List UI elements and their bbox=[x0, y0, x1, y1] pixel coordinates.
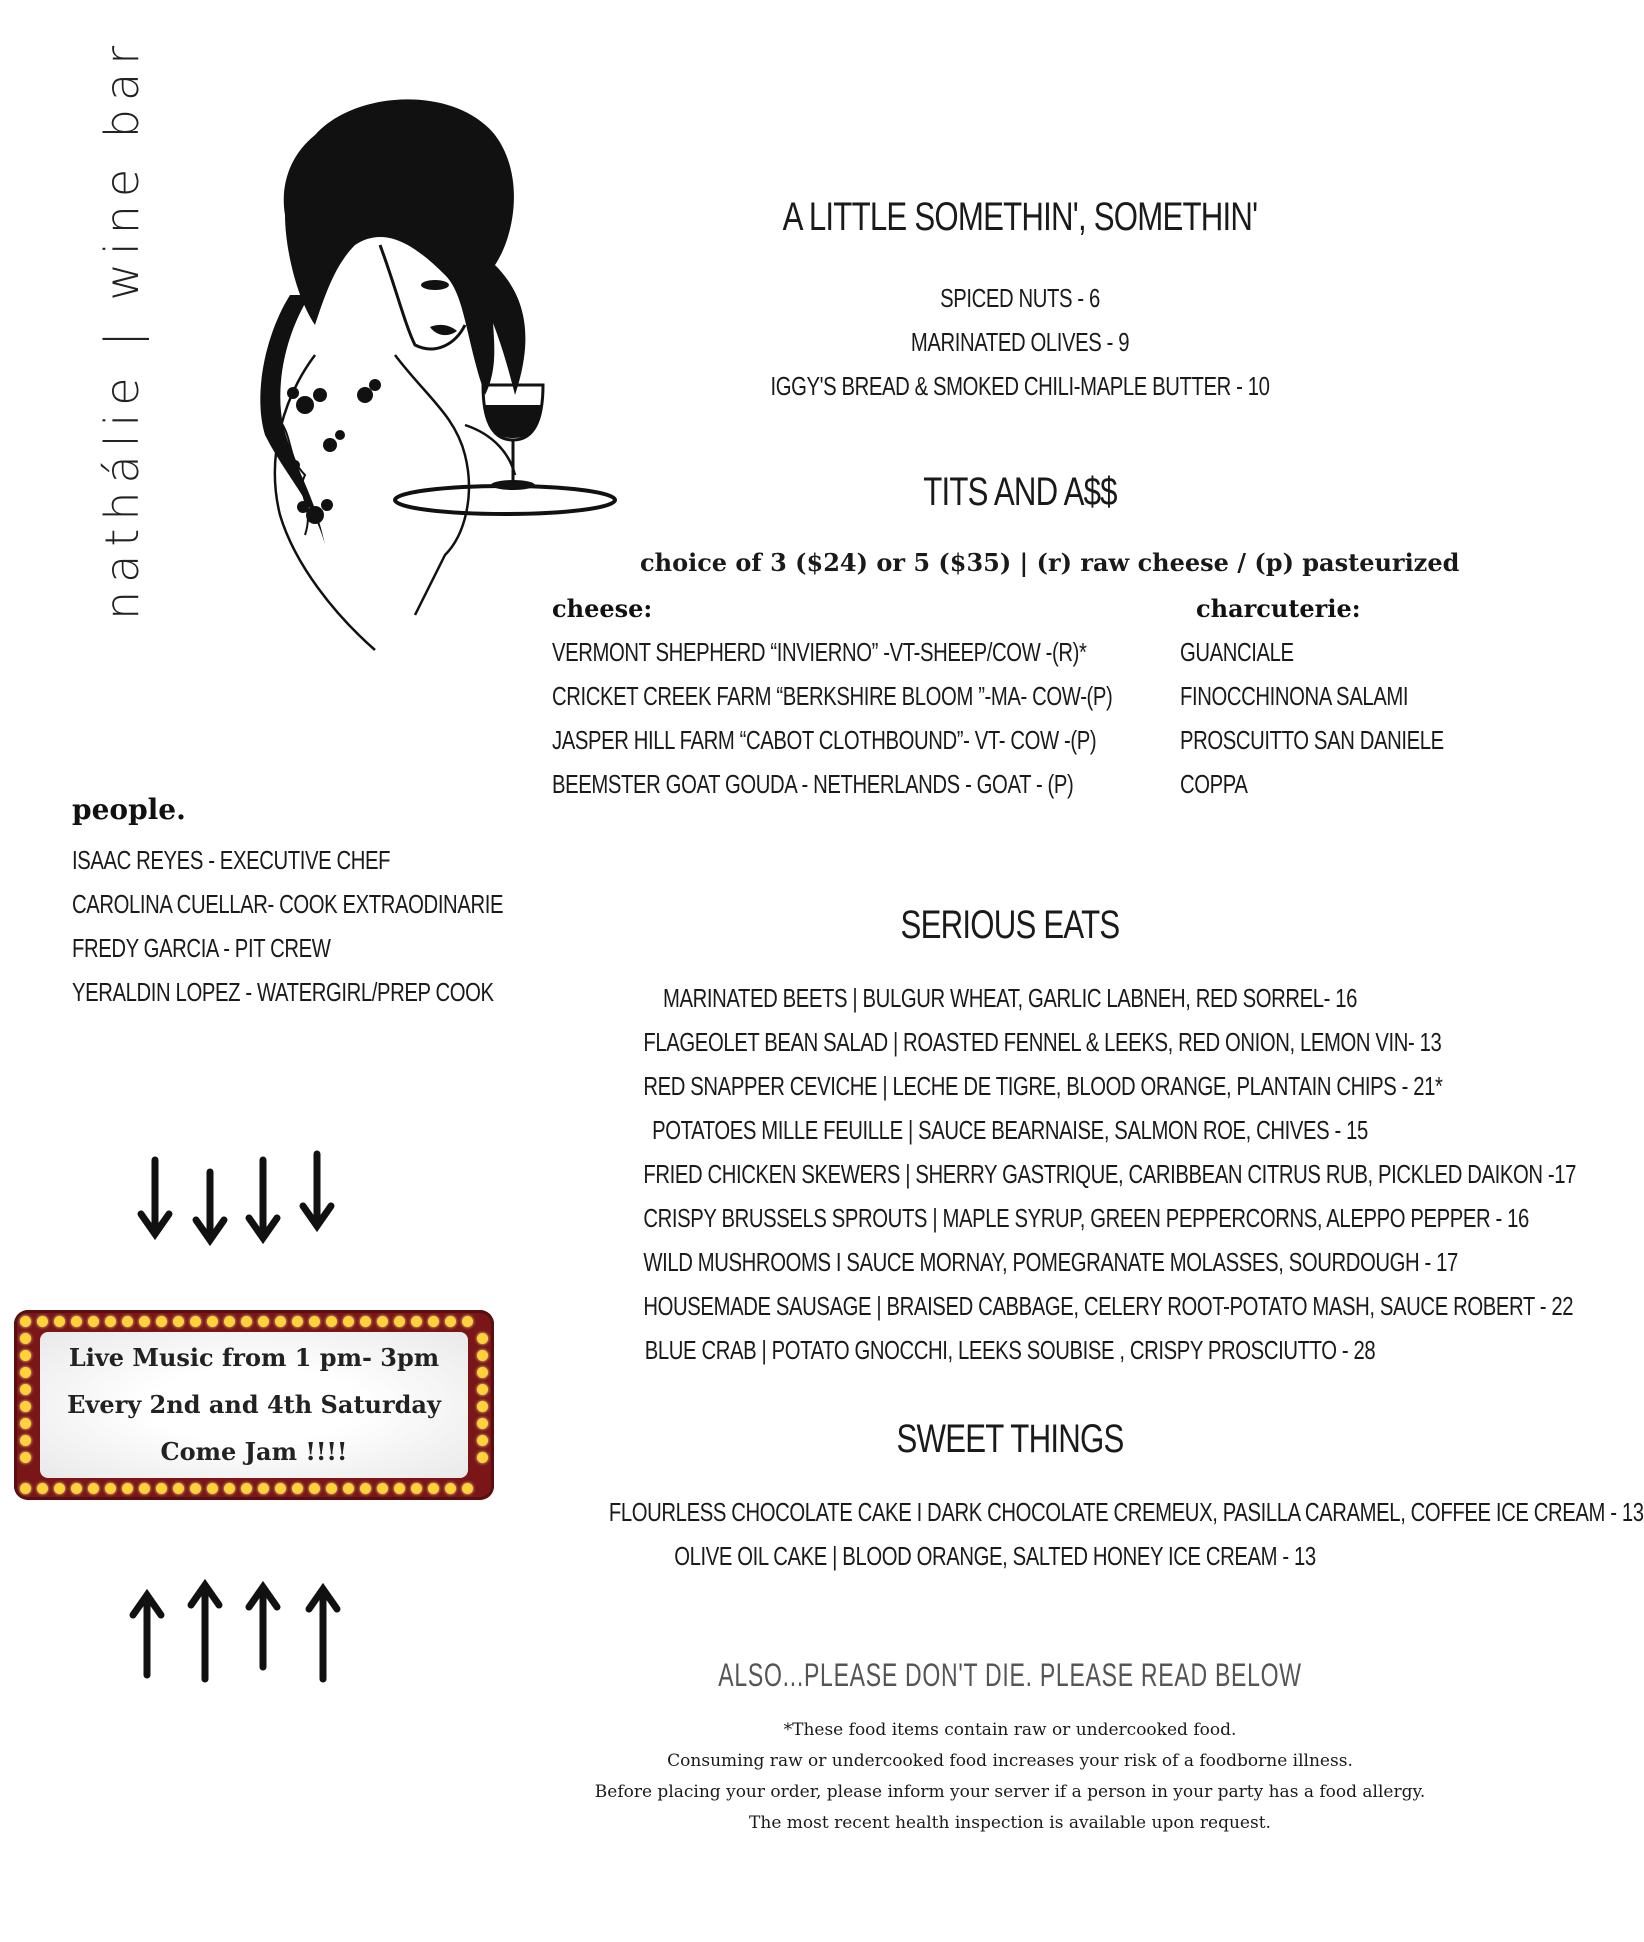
marquee-bulb bbox=[343, 1483, 354, 1494]
marquee-bulb bbox=[394, 1316, 405, 1327]
marquee-bulb bbox=[224, 1483, 235, 1494]
marquee-bulb bbox=[258, 1483, 269, 1494]
marquee-bulb bbox=[20, 1483, 31, 1494]
marquee-bulb bbox=[411, 1483, 422, 1494]
marquee-bulb bbox=[207, 1316, 218, 1327]
marquee-bulb bbox=[173, 1316, 184, 1327]
marquee-bulb bbox=[428, 1316, 439, 1327]
notice-line: Before placing your order, please inform your server if a person in your party has a food allergy. bbox=[594, 1782, 1426, 1802]
marquee-bulb bbox=[343, 1316, 354, 1327]
marquee-bulb bbox=[173, 1483, 184, 1494]
brand-name: nathálie | wine bar bbox=[95, 37, 149, 620]
list-item: CAROLINA CUELLAR- COOK EXTRAODINARIE bbox=[72, 889, 504, 919]
marquee-bulb bbox=[377, 1316, 388, 1327]
list-item: MARINATED OLIVES - 9 bbox=[910, 327, 1130, 357]
marquee-bulb bbox=[360, 1483, 371, 1494]
list-item: FLOURLESS CHOCOLATE CAKE I DARK CHOCOLATE CREMEUX, PASILLA CARAMEL, COFFEE ICE CREAM - 13 bbox=[608, 1497, 1644, 1527]
marquee-bulb bbox=[292, 1316, 303, 1327]
event-line: Live Music from 1 pm- 3pm bbox=[68, 1343, 440, 1372]
marquee-bulb bbox=[275, 1316, 286, 1327]
list-item: COPPA bbox=[1180, 769, 1248, 799]
arrow-down-icons bbox=[135, 1150, 345, 1250]
marquee-bulb bbox=[477, 1333, 488, 1344]
marquee-bulb bbox=[477, 1350, 488, 1361]
notice-heading: ALSO...PLEASE DON'T DIE. PLEASE READ BELOW bbox=[718, 1657, 1302, 1693]
section-title-desserts: SWEET THINGS bbox=[896, 1417, 1124, 1461]
marquee-bulb bbox=[292, 1483, 303, 1494]
marquee-bulb bbox=[477, 1384, 488, 1395]
marquee-bulb bbox=[37, 1483, 48, 1494]
boards-subtitle: choice of 3 ($24) or 5 ($35) | (r) raw cheese / (p) pasteurized bbox=[640, 548, 1460, 577]
event-text-panel bbox=[40, 1332, 468, 1478]
marquee-bulb bbox=[377, 1483, 388, 1494]
list-item: VERMONT SHEPHERD “INVIERNO” -VT-SHEEP/COW -(R)* bbox=[552, 637, 1087, 667]
marquee-bulb bbox=[156, 1316, 167, 1327]
list-item: FRIED CHICKEN SKEWERS | SHERRY GASTRIQUE, CARIBBEAN CITRUS RUB, PICKLED DAIKON -17 bbox=[643, 1159, 1577, 1189]
marquee-bulb bbox=[394, 1483, 405, 1494]
marquee-bulb bbox=[20, 1401, 31, 1412]
marquee-bulb bbox=[477, 1418, 488, 1429]
marquee-bulb bbox=[20, 1418, 31, 1429]
list-item: POTATOES MILLE FEUILLE | SAUCE BEARNAISE, SALMON ROE, CHIVES - 15 bbox=[652, 1115, 1368, 1145]
marquee-bulb bbox=[122, 1316, 133, 1327]
marquee-bulb bbox=[156, 1483, 167, 1494]
marquee-bulb bbox=[20, 1367, 31, 1378]
marquee-bulb bbox=[258, 1316, 269, 1327]
list-item: FINOCCHINONA SALAMI bbox=[1180, 681, 1409, 711]
marquee-bulb bbox=[309, 1483, 320, 1494]
list-item: CRICKET CREEK FARM “BERKSHIRE BLOOM ”-MA- COW-(P) bbox=[552, 681, 1113, 711]
marquee-bulb bbox=[71, 1483, 82, 1494]
marquee-bulb bbox=[88, 1483, 99, 1494]
charcuterie-label: charcuterie: bbox=[1196, 594, 1361, 623]
marquee-bulb bbox=[477, 1367, 488, 1378]
event-line: Every 2nd and 4th Saturday bbox=[67, 1390, 441, 1419]
event-marquee-sign bbox=[14, 1310, 494, 1500]
marquee-bulb bbox=[477, 1435, 488, 1446]
section-title-boards: TITS AND A$$ bbox=[923, 470, 1117, 514]
marquee-bulb bbox=[326, 1316, 337, 1327]
marquee-bulb bbox=[275, 1483, 286, 1494]
marquee-bulb bbox=[20, 1435, 31, 1446]
marquee-bulb bbox=[411, 1316, 422, 1327]
marquee-bulb bbox=[139, 1483, 150, 1494]
notice-line: *These food items contain raw or undercooked food. bbox=[783, 1720, 1237, 1740]
list-item: PROSCUITTO SAN DANIELE bbox=[1180, 725, 1444, 755]
section-title-mains: SERIOUS EATS bbox=[900, 903, 1120, 947]
list-item: BLUE CRAB | POTATO GNOCCHI, LEEKS SOUBISE , CRISPY PROSCIUTTO - 28 bbox=[644, 1335, 1376, 1365]
marquee-bulb bbox=[54, 1316, 65, 1327]
list-item: GUANCIALE bbox=[1180, 637, 1294, 667]
marquee-bulb bbox=[71, 1316, 82, 1327]
marquee-bulb bbox=[309, 1316, 320, 1327]
notice-heading-wrap bbox=[540, 1657, 1480, 1694]
list-item: WILD MUSHROOMS I SAUCE MORNAY, POMEGRANATE MOLASSES, SOURDOUGH - 17 bbox=[643, 1247, 1458, 1277]
list-item: MARINATED BEETS | BULGUR WHEAT, GARLIC LABNEH, RED SORREL- 16 bbox=[662, 983, 1358, 1013]
marquee-bulb bbox=[462, 1316, 473, 1327]
charcuterie-list bbox=[1180, 630, 1518, 806]
marquee-bulb bbox=[190, 1316, 201, 1327]
notice-line: Consuming raw or undercooked food increases your risk of a foodborne illness. bbox=[667, 1751, 1353, 1771]
marquee-bulb bbox=[477, 1452, 488, 1463]
marquee-bulb bbox=[20, 1384, 31, 1395]
marquee-bulb bbox=[20, 1452, 31, 1463]
marquee-bulb bbox=[105, 1316, 116, 1327]
event-line: Come Jam !!!! bbox=[160, 1437, 348, 1466]
marquee-bulb bbox=[428, 1483, 439, 1494]
marquee-bulb bbox=[139, 1316, 150, 1327]
marquee-bulb bbox=[241, 1483, 252, 1494]
notice-lines bbox=[540, 1715, 1480, 1839]
list-item: YERALDIN LOPEZ - WATERGIRL/PREP COOK bbox=[72, 977, 494, 1007]
marquee-bulb bbox=[105, 1483, 116, 1494]
cheese-label: cheese: bbox=[552, 594, 653, 623]
list-item: SPICED NUTS - 6 bbox=[940, 283, 1100, 313]
list-item: JASPER HILL FARM “CABOT CLOTHBOUND”- VT- COW -(P) bbox=[552, 725, 1097, 755]
marquee-bulb bbox=[207, 1483, 218, 1494]
marquee-bulb bbox=[241, 1316, 252, 1327]
list-item: OLIVE OIL CAKE | BLOOD ORANGE, SALTED HONEY ICE CREAM - 13 bbox=[674, 1541, 1316, 1571]
marquee-bulb bbox=[360, 1316, 371, 1327]
marquee-bulb bbox=[462, 1483, 473, 1494]
section-title-snacks: A LITTLE SOMETHIN', SOMETHIN' bbox=[782, 195, 1258, 239]
marquee-bulb bbox=[224, 1316, 235, 1327]
notice-line: The most recent health inspection is available upon request. bbox=[749, 1813, 1271, 1833]
list-item: IGGY'S BREAD & SMOKED CHILI-MAPLE BUTTER - 10 bbox=[770, 371, 1270, 401]
desserts-list bbox=[500, 1490, 1644, 1578]
list-item: FREDY GARCIA - PIT CREW bbox=[72, 933, 331, 963]
marquee-bulb bbox=[20, 1333, 31, 1344]
marquee-bulb bbox=[477, 1401, 488, 1412]
people-label: people. bbox=[72, 793, 186, 826]
snacks-list bbox=[640, 276, 1400, 408]
mains-list bbox=[540, 976, 1577, 1372]
marquee-bulb bbox=[37, 1316, 48, 1327]
cheese-list bbox=[552, 630, 1270, 806]
marquee-bulb bbox=[445, 1483, 456, 1494]
list-item: HOUSEMADE SAUSAGE | BRAISED CABBAGE, CELERY ROOT-POTATO MASH, SAUCE ROBERT - 22 bbox=[643, 1291, 1574, 1321]
marquee-bulb bbox=[88, 1316, 99, 1327]
marquee-bulb bbox=[326, 1483, 337, 1494]
arrow-up-icons bbox=[125, 1575, 355, 1685]
marquee-bulb bbox=[54, 1483, 65, 1494]
list-item: ISAAC REYES - EXECUTIVE CHEF bbox=[72, 845, 391, 875]
marquee-bulb bbox=[445, 1316, 456, 1327]
list-item: RED SNAPPER CEVICHE | LECHE DE TIGRE, BLOOD ORANGE, PLANTAIN CHIPS - 21* bbox=[643, 1071, 1443, 1101]
list-item: BEEMSTER GOAT GOUDA - NETHERLANDS - GOAT - (P) bbox=[552, 769, 1074, 799]
woman-wine-illustration bbox=[165, 95, 635, 655]
marquee-bulb bbox=[190, 1483, 201, 1494]
list-item: FLAGEOLET BEAN SALAD | ROASTED FENNEL & LEEKS, RED ONION, LEMON VIN- 13 bbox=[643, 1027, 1442, 1057]
list-item: CRISPY BRUSSELS SPROUTS | MAPLE SYRUP, GREEN PEPPERCORNS, ALEPPO PEPPER - 16 bbox=[643, 1203, 1529, 1233]
marquee-bulb bbox=[20, 1316, 31, 1327]
marquee-bulb bbox=[20, 1350, 31, 1361]
marquee-bulb bbox=[122, 1483, 133, 1494]
